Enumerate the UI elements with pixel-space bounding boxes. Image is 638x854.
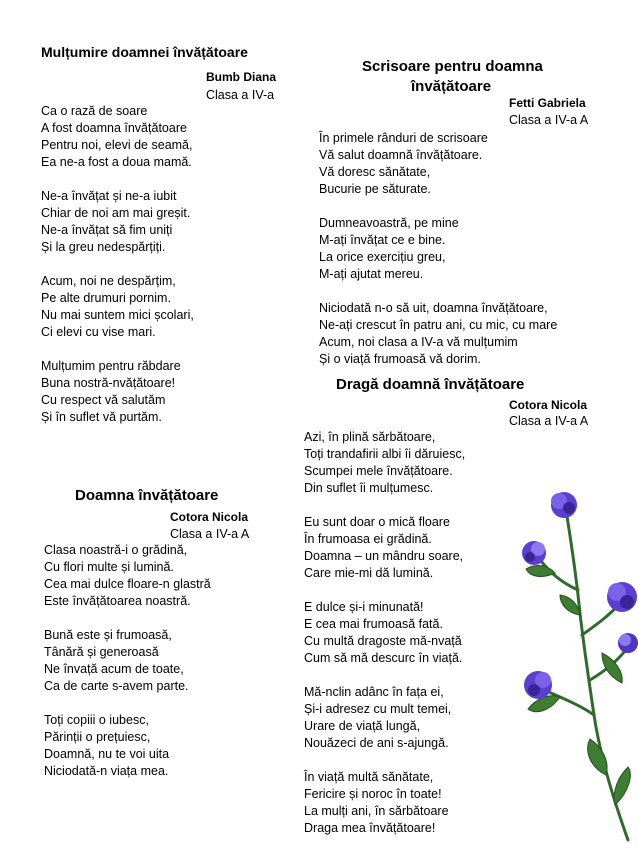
stanza [41,103,194,171]
poem3-body [44,542,211,797]
poem-line: Și-i adresez cu mult temei, [304,702,452,716]
poem2-author: Fetti Gabriela [509,96,586,110]
poem-line: Doamnă, nu te voi uita [44,747,170,761]
poem-line: Niciodată n-o să uit, doamna învățătoare, [319,301,548,315]
poem2-body [319,130,557,385]
poem-line: Și în suflet vă purtăm. [41,410,162,424]
poem-line: Bună este și frumoasă, [44,628,172,642]
poem4-author: Cotora Nicola [509,398,588,412]
stanza [41,358,194,426]
poem-line: Care mie-mi dă lumină. [304,566,434,580]
poem2-class: Clasa a IV-a A [509,113,589,127]
stanza [44,712,211,780]
poem-line: Din suflet îi mulțumesc. [304,481,434,495]
stanza [304,769,465,837]
poem-line: În primele rânduri de scrisoare [319,131,488,145]
poem-line: Bucurie pe săturate. [319,182,431,196]
stanza [304,429,465,497]
poem-line: Vă salut doamnă învățătoare. [319,148,483,162]
poem-line: Clasa noastră-i o grădină, [44,543,188,557]
poem-line: Fericire și noroc în toate! [304,787,442,801]
stanza [41,188,194,256]
poem-line: Azi, în plină sărbătoare, [304,430,436,444]
poem2-title-line2: învățătoare [411,78,492,95]
poem-line: Părinții o prețuiesc, [44,730,151,744]
poem-line: Ne-a învățat și ne-a iubit [41,189,177,203]
poem-line: Ne-ați crescut în patru ani, cu mic, cu mare [319,318,558,332]
poem-line: În viață multă sănătate, [304,770,434,784]
stanza [304,684,465,752]
poem-line: Ne-a învățat să fim uniți [41,223,173,237]
poem-line: Și la greu nedespărțiți. [41,240,166,254]
poem3-title: Doamna învățătoare [75,487,219,504]
poem-line: Cum să mă descurc în viață. [304,651,463,665]
poem2-title-line1: Scrisoare pentru doamna [362,58,543,75]
poem-line: Chiar de noi am mai greșit. [41,206,191,220]
poem1-body [41,103,194,443]
poem-line: Eu sunt doar o mică floare [304,515,450,529]
stanza [304,514,465,582]
poem-line: Doamna – un mândru soare, [304,549,464,563]
stanza [44,627,211,695]
poem-line: Vă doresc sănătate, [319,165,431,179]
poem-line: Cu multă dragoste mă-nvață [304,634,462,648]
poem-line: Dumneavoastră, pe mine [319,216,459,230]
poem1-author: Bumb Diana [206,70,277,84]
poem4-body [304,429,465,854]
poem1-class: Clasa a IV-a [206,88,275,102]
poem-line: Ca o rază de soare [41,104,148,118]
poem-line: Pe alte drumuri pornim. [41,291,171,305]
poem-line: Pentru noi, elevi de seamă, [41,138,193,152]
poem-line: Scumpei mele învățătoare. [304,464,453,478]
poem1-title: Mulțumire doamnei învățătoare [41,44,248,60]
poem3-author: Cotora Nicola [170,510,249,524]
poem-line: Cea mai dulce floare-n glastră [44,577,211,591]
rose-blooms [522,492,638,699]
poem-line: Ne învață acum de toate, [44,662,184,676]
poem-line: Ea ne-a fost a doua mamă. [41,155,192,169]
poem-line: Nouăzeci de ani s-ajungă. [304,736,449,750]
poem-line: A fost doamna învățătoare [41,121,187,135]
purple-roses-icon [520,475,638,845]
poem-line: Și o viață frumoasă vă dorim. [319,352,481,366]
poem-line: M-ați învățat ce e bine. [319,233,446,247]
poem4-class: Clasa a IV-a A [509,414,589,428]
poem-line: Toți copiii o iubesc, [44,713,149,727]
poem-line: Nu mai suntem mici școlari, [41,308,194,322]
poem-line: E cea mai frumoasă fată. [304,617,443,631]
poem-line: Tânără și generoasă [44,645,159,659]
poem-line: Mă-nclin adânc în fața ei, [304,685,444,699]
poem-line: Mulțumim pentru răbdare [41,359,181,373]
poem-line: Cu respect vă salutăm [41,393,166,407]
poem-line: Ci elevi cu vise mari. [41,325,156,339]
poem4-title: Dragă doamnă învățătoare [336,376,525,393]
poem-line: Ca de carte s-avem parte. [44,679,189,693]
stanza [304,599,465,667]
poem3-class: Clasa a IV-a A [170,527,250,541]
stanza [319,300,557,368]
poem-line: Buna nostră-nvățătoare! [41,376,176,390]
poem-line: La mulți ani, în sărbătoare [304,804,449,818]
poem-line: Urare de viață lungă, [304,719,421,733]
poem-line: Draga mea învățătoare! [304,821,436,835]
poem-line: Este învățătoarea noastră. [44,594,191,608]
poem-line: E dulce și-i minunată! [304,600,424,614]
poem-line: Cu flori multe și lumină. [44,560,174,574]
stanza [319,215,557,283]
poem-line: În frumoasa ei grădină. [304,532,432,546]
poem-line: M-ați ajutat mereu. [319,267,424,281]
poem-line: Acum, noi clasa a IV-a vă mulțumim [319,335,518,349]
poem-line: Niciodată-n viața mea. [44,764,169,778]
poem-line: Acum, noi ne despărțim, [41,274,176,288]
stanza [44,542,211,610]
stanza [41,273,194,341]
poem-line: Toți trandafirii albi îi dăruiesc, [304,447,466,461]
stanza [319,130,557,198]
poem-line: La orice exercițiu greu, [319,250,446,264]
